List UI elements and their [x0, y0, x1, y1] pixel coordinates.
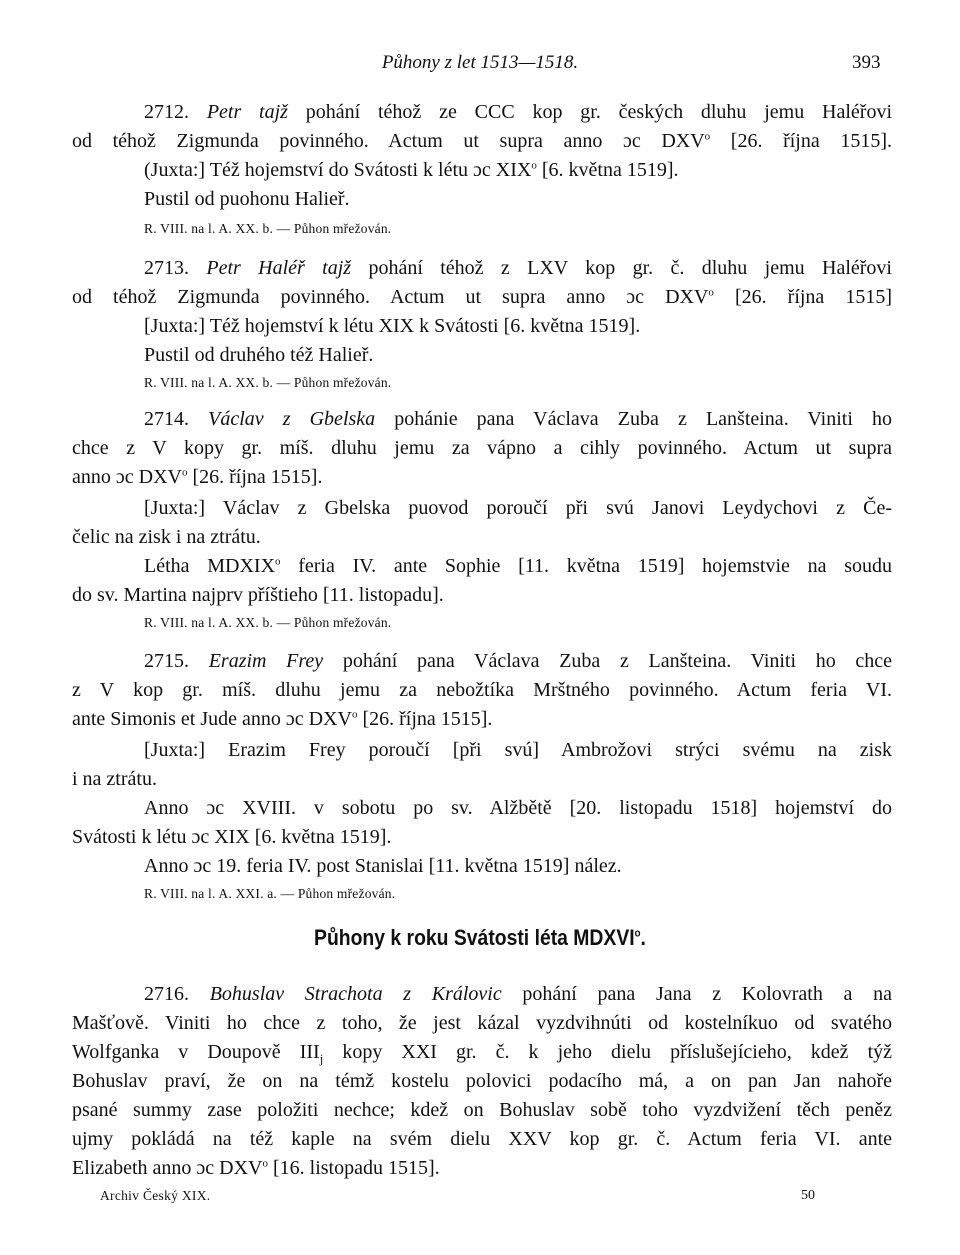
entry-line: psané summy zase položiti nechce; kdež on Bohuslav sobě toho vyzdvižení těch peněz: [72, 1099, 892, 1121]
entry-line: ujmy pokládá na též kaple na svém dielu XXV kop gr. č. Actum feria VI. ante: [72, 1128, 892, 1150]
entry-line: anno ɔc DXV$^o$ [26. října 1515].: [72, 466, 323, 488]
entry-plaintiff: Petr Haléř tajž: [206, 257, 352, 279]
entry-number: 2715.: [144, 650, 189, 672]
entry-line: čelic na zisk i na ztrátu.: [72, 526, 261, 548]
entry-line: [Juxta:] Václav z Gbelska puovod poroučí při svú Janovi Leydychovi z Če-: [144, 497, 892, 519]
entry-first-line: 2713. Petr Haléř tajž pohání téhož z LXV kop gr. č. dluhu jemu Haléřovi: [144, 257, 892, 279]
entry-plaintiff: Václav z Gbelska: [208, 408, 376, 430]
entry-first-line: 2715. Erazim Frey pohání pana Václava Zuba z Lanšteina. Viniti ho chce: [144, 650, 893, 672]
entry-plaintiff: Petr tajž: [206, 101, 288, 123]
entry-plaintiff: Bohuslav Strachota z Královic: [209, 983, 502, 1005]
source-note: R. VIII. na l. A. XX. b. — Půhon mřežován.: [144, 615, 392, 630]
entry-line: chce z V kopy gr. míš. dluhu jemu za vápno a cihly povinného. Actum ut supra: [72, 437, 892, 459]
entry-line: Pustil od druhého též Halieř.: [144, 344, 374, 366]
entry-line: do sv. Martina najprv příštieho [11. listopadu].: [72, 584, 444, 606]
entry-first-line: 2716. Bohuslav Strachota z Královic pohání pana Jana z Kolovrath a na: [144, 983, 892, 1005]
source-note: R. VIII. na l. A. XX. b. — Půhon mřežován.: [144, 221, 392, 236]
entry-line: Wolfganka v Doupově $III_j$ kopy XXI gr. č. k jeho dielu příslušejícieho, kdež týž: [72, 1041, 893, 1066]
entry-first-line: 2714. Václav z Gbelska pohánie pana Václava Zuba z Lanšteina. Viniti ho: [144, 408, 892, 430]
entry-plaintiff: Erazim Frey: [208, 650, 324, 672]
entry-line: [Juxta:] Erazim Frey poroučí [při svú] Ambrožovi strýci svému na zisk: [144, 739, 892, 761]
page-number: 393: [852, 52, 881, 73]
entry-line: od téhož Zigmunda povinného. Actum ut supra anno ɔc DXV$^o$ [26. října 1515].: [72, 130, 892, 152]
entry-line: [Juxta:] Též hojemství k létu XIX k Svátosti [6. května 1519].: [144, 315, 641, 337]
entry-line: od téhož Zigmunda povinného. Actum ut supra anno ɔc DXV$^o$ [26. října 1515]: [72, 286, 893, 308]
section-heading: Půhony k roku Svátosti léta MDXVI$^o$.: [314, 925, 646, 950]
running-title: Půhony z let 1513—1518.: [381, 52, 579, 73]
footer-volume: Archiv Český XIX.: [100, 1188, 211, 1203]
entry-number: 2714.: [144, 408, 189, 430]
entry-number: 2713.: [144, 257, 189, 279]
entry-line: (Juxta:] Též hojemství do Svátosti k létu ɔc XIX$^o$ [6. května 1519].: [144, 159, 679, 181]
entry-line: Anno ɔc 19. feria IV. post Stanislai [11. května 1519] nález.: [144, 855, 622, 877]
entry-line: Svátosti k létu ɔc XIX [6. května 1519].: [72, 826, 392, 848]
entry-line: ante Simonis et Jude anno ɔc DXV$^o$ [26. října 1515].: [72, 708, 493, 730]
entry-line: i na ztrátu.: [72, 768, 157, 790]
entry-line: z V kop gr. míš. dluhu jemu za nebožtíka Mrštného povinného. Actum feria VI.: [72, 679, 892, 701]
entry-number: 2712.: [144, 101, 189, 123]
entry-first-line: 2712. Petr tajž pohání téhož ze CCC kop gr. českých dluhu jemu Haléřovi: [144, 101, 893, 123]
entry-line: Bohuslav praví, že on na témž kostelu polovici podacího má, a on pan Jan nahoře: [72, 1070, 892, 1092]
entry-line: Létha MDXIX$^o$ feria IV. ante Sophie [11. května 1519] hojemstvie na soudu: [144, 555, 892, 577]
entry-line: Mašťově. Viniti ho chce z toho, že jest kázal vyzdvihnúti od kostelníkuo od svatého: [72, 1012, 892, 1034]
footer-signature: 50: [801, 1188, 815, 1203]
source-note: R. VIII. na l. A. XXI. a. — Půhon mřežován.: [144, 886, 396, 901]
entry-line: Anno ɔc XVIII. v sobotu po sv. Alžbětě [20. listopadu 1518] hojemství do: [144, 797, 892, 819]
entry-line: Elizabeth anno ɔc DXV$^o$ [16. listopadu 1515].: [72, 1157, 440, 1179]
source-note: R. VIII. na l. A. XX. b. — Půhon mřežován.: [144, 375, 392, 390]
entry-number: 2716.: [144, 983, 189, 1005]
entry-line: Pustil od puohonu Halieř.: [144, 188, 350, 210]
